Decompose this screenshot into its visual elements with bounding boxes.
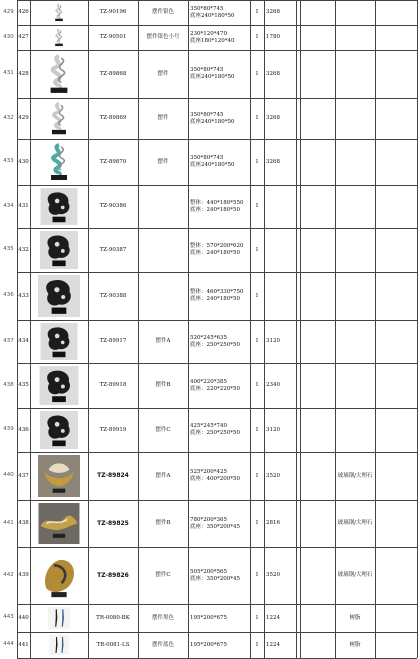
cell-no: 427 — [18, 34, 29, 41]
cell-size: 350*80*745 底座240*180*50 — [190, 111, 235, 125]
cell-material — [336, 51, 374, 97]
excel-row-number: 443 — [3, 614, 14, 620]
black-rock-sculpture-image — [33, 323, 85, 364]
cell-price: 3268 — [266, 70, 280, 77]
excel-row-number: 438 — [3, 381, 14, 388]
cell-material: 树脂 — [349, 641, 361, 648]
cell-name — [139, 273, 187, 319]
cell-name: 摆件 — [157, 158, 169, 165]
cell-qty: 1 — [255, 572, 259, 579]
gold-abstract-sculpture-image — [33, 550, 85, 605]
cell-material — [336, 140, 374, 184]
cell-name: 摆件B — [155, 520, 171, 527]
black-rock-sculpture-image — [33, 366, 85, 409]
cell-no: 429 — [18, 115, 29, 122]
gold-wave-sculpture-image — [33, 503, 85, 548]
black-rock-sculpture-image — [33, 411, 85, 453]
cell-name: 摆件B — [155, 382, 171, 389]
cell-size: 425*245*740 底座：250*250*50 — [190, 423, 240, 436]
cell-material: 玻璃钢/大理石 — [337, 520, 373, 527]
cell-name: 摆件银色 — [151, 9, 174, 16]
cell-price: 1780 — [266, 34, 280, 41]
cell-name: 摆件蓝色 — [151, 641, 174, 648]
cell-code: TR-0080-BK — [96, 614, 130, 621]
cell-code: TZ-89868 — [99, 70, 127, 77]
cell-price: 3520 — [266, 572, 280, 579]
cell-size: 195*200*675 — [190, 641, 227, 648]
cell-size: 整体：440*180*550 底座：240*180*50 — [190, 199, 244, 213]
excel-row-number: 431 — [3, 70, 14, 76]
cell-no: 436 — [18, 426, 29, 433]
cell-no: 432 — [18, 246, 29, 253]
cell-qty: 1 — [255, 614, 259, 621]
black-rock-sculpture-image — [33, 231, 85, 273]
cell-qty: 1 — [255, 246, 259, 253]
cell-material — [336, 1, 374, 24]
cell-name: 摆件银色小号 — [146, 34, 180, 41]
cell-code: TZ-89825 — [97, 519, 129, 527]
cell-size: 350*80*745 底座240*180*50 — [190, 67, 235, 80]
gold-bowl-sculpture-image — [33, 455, 85, 501]
excel-row-number: 440 — [3, 472, 14, 478]
cell-name: 摆件黑色 — [151, 614, 174, 621]
silver-sculpture-image — [33, 101, 85, 140]
cell-material — [336, 321, 374, 362]
cell-no: 441 — [18, 641, 29, 648]
cell-material — [336, 409, 374, 451]
cell-qty: 1 — [255, 382, 259, 389]
excel-row-number: 435 — [3, 246, 14, 252]
black-rock-sculpture-image — [33, 275, 85, 321]
cell-code: TZ-89824 — [97, 472, 129, 480]
cell-qty: 1 — [255, 292, 259, 299]
cell-code: TZ-89919 — [99, 426, 127, 433]
excel-row-number: 436 — [3, 292, 14, 298]
excel-row-number: 430 — [3, 33, 14, 40]
cell-size: 780*200*365 底座：350*200*45 — [190, 516, 240, 530]
cell-qty: 1 — [255, 472, 259, 479]
cell-name: 摆件C — [155, 426, 171, 433]
cell-price: 2816 — [266, 520, 280, 527]
excel-row-number: 439 — [3, 426, 14, 432]
cell-no: 426 — [18, 9, 29, 16]
excel-row-number: 433 — [3, 158, 14, 164]
cell-qty: 1 — [255, 70, 259, 77]
cell-name — [139, 186, 187, 227]
cell-price — [265, 229, 296, 271]
cell-material — [336, 229, 374, 271]
excel-row-number: 442 — [3, 571, 14, 578]
teal-sculpture-image — [33, 142, 85, 186]
cell-size: 350*80*745 底座240*180*50 — [190, 5, 235, 19]
cell-no: 439 — [18, 572, 29, 579]
cell-code: TZ-89869 — [99, 115, 127, 122]
cell-material — [336, 26, 374, 49]
cell-material — [336, 99, 374, 138]
cell-price: 3120 — [266, 426, 280, 433]
cell-qty: 1 — [255, 115, 259, 122]
cell-price: 3520 — [266, 472, 280, 479]
cell-size: 整体：460*330*750 底座：240*180*50 — [190, 289, 244, 302]
cell-qty: 1 — [255, 203, 259, 210]
cell-code: TZ-89917 — [99, 338, 127, 345]
cell-price — [265, 186, 296, 227]
cell-code: TZ-90501 — [99, 34, 127, 41]
cell-qty: 1 — [255, 158, 259, 165]
cell-size: 230*120*470 底座180*120*40 — [190, 30, 235, 44]
cell-code: TZ-90196 — [99, 9, 127, 16]
cell-size: 整体：570*200*620 底座：240*180*50 — [190, 243, 244, 256]
grid-column-line — [417, 0, 418, 658]
figure-sculpture-image — [33, 635, 85, 659]
cell-no: 437 — [18, 472, 29, 479]
cell-qty: 1 — [255, 520, 259, 527]
cell-price: 2340 — [266, 382, 280, 389]
cell-no: 438 — [18, 520, 29, 527]
excel-row-number: 437 — [3, 337, 14, 344]
cell-code: TZ-90387 — [99, 246, 127, 253]
cell-no: 430 — [18, 158, 29, 165]
cell-name: 摆件A — [155, 472, 171, 479]
cell-no: 440 — [18, 614, 29, 621]
cell-price — [265, 273, 296, 319]
cell-material — [336, 364, 374, 407]
cell-size: 525*200*425 底座：400*200*50 — [190, 469, 240, 482]
cell-qty: 1 — [255, 338, 259, 345]
cell-name: 摆件 — [157, 70, 169, 77]
excel-row-number: 434 — [3, 202, 14, 209]
cell-code: TZ-90388 — [99, 292, 127, 299]
cell-no: 431 — [18, 203, 29, 210]
cell-no: 433 — [18, 292, 29, 299]
cell-material — [336, 186, 374, 227]
cell-size: 195*200*675 — [190, 614, 227, 621]
excel-row-number: 441 — [3, 519, 14, 526]
cell-code: TZ-89918 — [99, 382, 127, 389]
cell-code: TZ-89870 — [99, 158, 127, 165]
cell-name: 摆件A — [155, 338, 171, 345]
cell-material: 玻璃钢/大理石 — [337, 572, 373, 579]
cell-price: 3120 — [266, 338, 280, 345]
cell-code: TR-0081-LS — [96, 641, 130, 648]
silver-sculpture-image — [33, 28, 85, 51]
cell-code: TZ-89826 — [97, 571, 129, 579]
cell-name — [139, 229, 187, 271]
silver-sculpture-image — [33, 53, 85, 99]
excel-row-number: 432 — [3, 114, 14, 121]
cell-qty: 1 — [255, 426, 259, 433]
cell-material — [336, 273, 374, 319]
cell-qty: 1 — [255, 9, 259, 16]
cell-code: TZ-90386 — [99, 203, 127, 210]
cell-qty: 1 — [255, 34, 259, 41]
cell-material: 树脂 — [349, 614, 361, 621]
cell-price: 1224 — [266, 614, 280, 621]
figure-sculpture-image — [33, 607, 85, 633]
cell-no: 434 — [18, 338, 29, 345]
cell-qty: 1 — [255, 641, 259, 648]
cell-size: 350*80*745 底座240*180*50 — [190, 155, 235, 168]
cell-size: 505*200*565 底座：350*200*45 — [190, 568, 240, 582]
excel-row-number: 429 — [3, 8, 14, 15]
cell-name: 摆件C — [155, 572, 171, 579]
cell-price: 1224 — [266, 641, 280, 648]
cell-price: 3268 — [266, 158, 280, 165]
cell-material: 玻璃钢/大理石 — [337, 472, 373, 479]
cell-size: 400*220*385 底座：220*220*50 — [190, 378, 240, 392]
excel-row-number: 444 — [3, 641, 14, 647]
cell-price: 3268 — [266, 115, 280, 122]
cell-price: 3268 — [266, 9, 280, 16]
cell-name: 摆件 — [157, 115, 169, 122]
silver-sculpture-image — [33, 3, 85, 26]
cell-no: 428 — [18, 70, 29, 77]
black-rock-sculpture-image — [33, 188, 85, 229]
cell-no: 435 — [18, 382, 29, 389]
cell-size: 520*245*635 底座：250*250*50 — [190, 334, 240, 348]
